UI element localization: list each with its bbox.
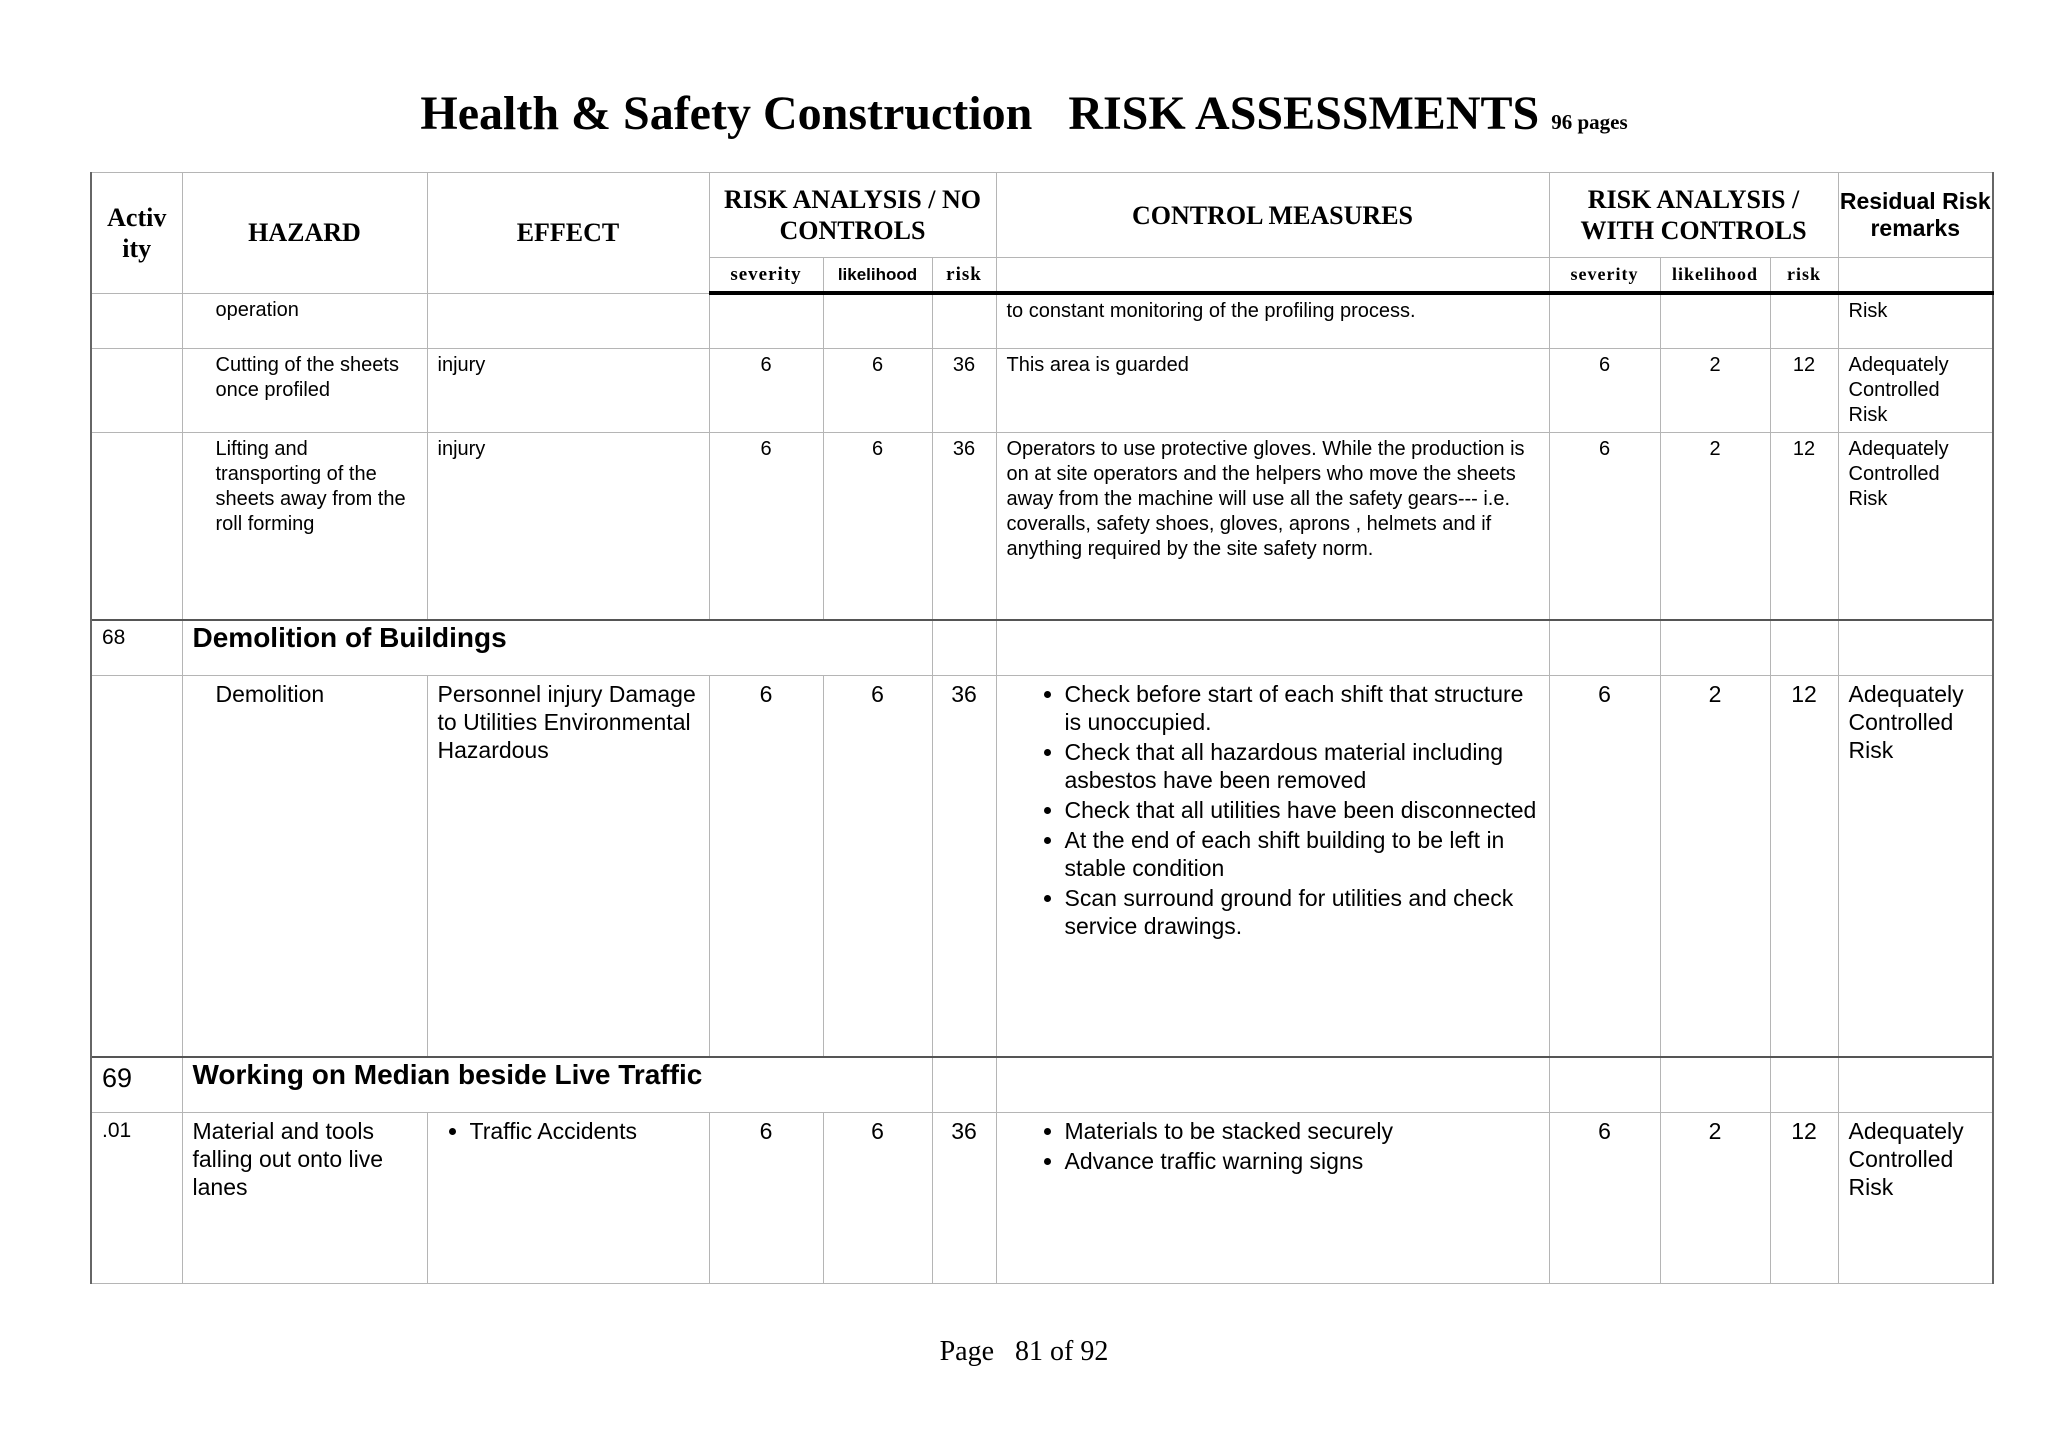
likelihood-cell-2: 2 xyxy=(1660,432,1770,620)
table-row xyxy=(91,293,1993,348)
remark-cell: Adequately Controlled Risk xyxy=(1838,348,1993,432)
effect-cell: injury xyxy=(427,348,709,432)
likelihood-cell: 6 xyxy=(823,1112,932,1283)
hazard-cell: Material and tools falling out onto live lanes xyxy=(182,1112,427,1283)
table-row xyxy=(91,432,1993,620)
subheader-residual-blank xyxy=(1838,258,1993,294)
severity-cell: 6 xyxy=(709,432,823,620)
risk-cell: 36 xyxy=(932,675,996,1057)
document-title xyxy=(0,84,2048,152)
page-footer xyxy=(0,1336,2048,1368)
severity-cell-2: 6 xyxy=(1549,675,1660,1057)
subheader-severity: severity xyxy=(709,258,823,294)
risk-cell: 36 xyxy=(932,432,996,620)
page-label: Page xyxy=(939,1336,995,1367)
control-item: • Scan surround ground for utilities and check service drawings. xyxy=(1065,884,1539,940)
effect-cell xyxy=(427,1112,709,1283)
control-cell xyxy=(996,1112,1549,1283)
subheader-severity-2: severity xyxy=(1549,258,1660,294)
effect-cell: injury xyxy=(427,432,709,620)
page-number: 81 of 92 xyxy=(1015,1336,1109,1367)
hazard-cell: Lifting and transporting of the sheets away from the roll forming xyxy=(182,432,427,620)
likelihood-cell: 6 xyxy=(823,432,932,620)
likelihood-cell-2: 2 xyxy=(1660,675,1770,1057)
subheader-risk-2: risk xyxy=(1770,258,1838,294)
control-cell: Operators to use protective gloves. While the production is on at site operators and the helpers who move the sheets away from the machine will use all the safety gears--- i.e. coveralls, safety shoes, gloves, aprons , helmets and if anything required by the site safety norm. xyxy=(996,432,1549,620)
risk-cell-2: 12 xyxy=(1770,675,1838,1057)
col-header-no-controls: RISK ANALYSIS / NO CONTROLS xyxy=(709,173,996,258)
section-number: 68 xyxy=(91,620,182,675)
control-cell xyxy=(996,675,1549,1057)
table-row xyxy=(91,1112,1993,1283)
col-header-control-measures: CONTROL MEASURES xyxy=(996,173,1549,258)
control-item: • Check that all hazardous material including asbestos have been removed xyxy=(1065,738,1539,794)
control-item: • Advance traffic warning signs xyxy=(1065,1147,1539,1175)
control-cell: to constant monitoring of the profiling process. xyxy=(996,293,1549,348)
likelihood-cell-2: 2 xyxy=(1660,348,1770,432)
effect-cell: Personnel injury Damage to Utilities Environmental Hazardous xyxy=(427,675,709,1057)
section-header-row xyxy=(91,620,1993,675)
remark-cell: Risk xyxy=(1838,293,1993,348)
remark-cell: Adequately Controlled Risk xyxy=(1838,675,1993,1057)
section-title: Demolition of Buildings xyxy=(182,620,932,675)
control-item: • Materials to be stacked securely xyxy=(1065,1117,1539,1145)
effect-list xyxy=(438,1117,699,1145)
effect-item: • Traffic Accidents xyxy=(470,1117,699,1145)
severity-cell: 6 xyxy=(709,675,823,1057)
risk-cell: 36 xyxy=(932,348,996,432)
title-sub: RISK ASSESSMENTS xyxy=(1068,87,1540,140)
hazard-cell: operation xyxy=(182,293,427,348)
control-list xyxy=(1007,680,1539,940)
likelihood-cell: 6 xyxy=(823,348,932,432)
control-item: • Check before start of each shift that structure is unoccupied. xyxy=(1065,680,1539,736)
subheader-likelihood: likelihood xyxy=(823,258,932,294)
subheader-control-blank xyxy=(996,258,1549,294)
remark-cell: Adequately Controlled Risk xyxy=(1838,1112,1993,1283)
risk-cell-2: 12 xyxy=(1770,1112,1838,1283)
risk-cell-2: 12 xyxy=(1770,432,1838,620)
severity-cell-2: 6 xyxy=(1549,348,1660,432)
severity-cell: 6 xyxy=(709,348,823,432)
sub-activity-number: .01 xyxy=(91,1112,182,1283)
remark-cell: Adequately Controlled Risk xyxy=(1838,432,1993,620)
section-title: Working on Median beside Live Traffic xyxy=(182,1057,932,1112)
subheader-likelihood-2: likelihood xyxy=(1660,258,1770,294)
control-item: • Check that all utilities have been disconnected xyxy=(1065,796,1539,824)
severity-cell-2: 6 xyxy=(1549,1112,1660,1283)
severity-cell-2: 6 xyxy=(1549,432,1660,620)
risk-assessment-table xyxy=(90,172,1994,1284)
severity-cell: 6 xyxy=(709,1112,823,1283)
risk-cell-2: 12 xyxy=(1770,348,1838,432)
col-header-activity: Activ ity xyxy=(91,173,182,294)
subheader-risk: risk xyxy=(932,258,996,294)
col-header-hazard: HAZARD xyxy=(182,173,427,294)
control-cell: This area is guarded xyxy=(996,348,1549,432)
control-list xyxy=(1007,1117,1539,1175)
section-header-row xyxy=(91,1057,1993,1112)
section-number: 69 xyxy=(91,1057,182,1112)
likelihood-cell-2: 2 xyxy=(1660,1112,1770,1283)
col-header-residual: Residual Risk remarks xyxy=(1838,173,1993,258)
risk-cell: 36 xyxy=(932,1112,996,1283)
hazard-cell: Demolition xyxy=(182,675,427,1057)
col-header-with-controls: RISK ANALYSIS / WITH CONTROLS xyxy=(1549,173,1838,258)
table-row xyxy=(91,348,1993,432)
title-pages: 96 pages xyxy=(1551,110,1628,134)
title-main: Health & Safety Construction xyxy=(420,87,1033,140)
likelihood-cell: 6 xyxy=(823,675,932,1057)
col-header-effect: EFFECT xyxy=(427,173,709,294)
control-item: • At the end of each shift building to be left in stable condition xyxy=(1065,826,1539,882)
hazard-cell: Cutting of the sheets once profiled xyxy=(182,348,427,432)
table-row xyxy=(91,675,1993,1057)
